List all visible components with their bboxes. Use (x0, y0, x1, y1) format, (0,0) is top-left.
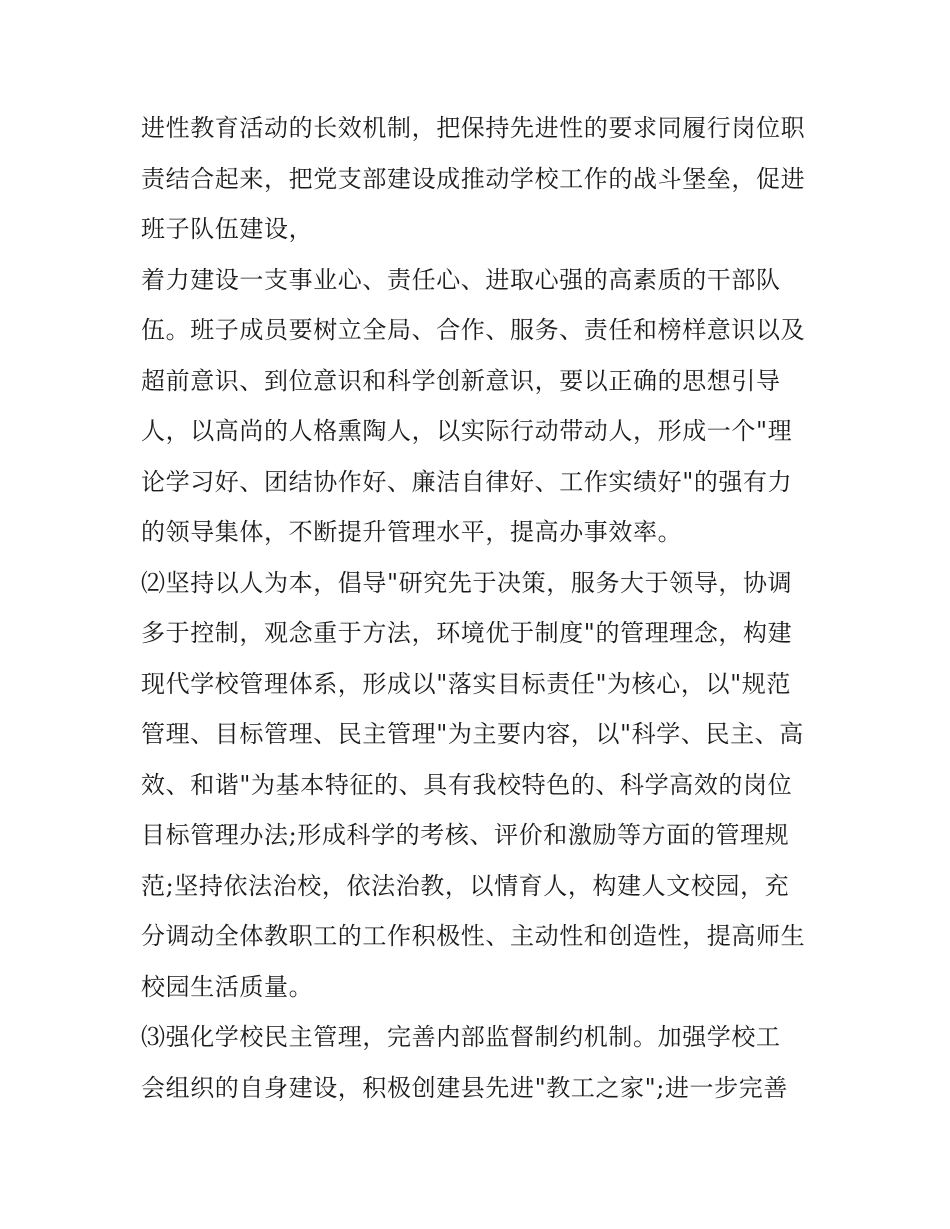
text-line: 人，以高尚的人格熏陶人，以实际行动带动人，形成一个"理 (141, 417, 793, 445)
text-line: 分调动全体教职工的工作积极性、主动性和创造性，提高师生 (141, 922, 806, 950)
text-line: 的领导集体，不断提升管理水平，提高办事效率。 (141, 518, 683, 546)
text-line: 现代学校管理体系，形成以"落实目标责任"为核心，以"规范 (141, 669, 791, 698)
text-line: 目标管理办法;形成科学的考核、评价和激励等方面的管理规 (141, 821, 790, 849)
text-line: 班子队伍建设， (141, 215, 314, 243)
text-line: 论学习好、团结协作好、廉洁自律好、工作实绩好"的强有力 (141, 467, 793, 496)
text-line: 管理、目标管理、民主管理"为主要内容，以"科学、民主、高 (141, 720, 804, 748)
text-line: 着力建设一支事业心、责任心、进取心强的高素质的干部队 (141, 265, 781, 294)
text-line: 伍。班子成员要树立全局、合作、服务、责任和榜样意识以及 (141, 316, 806, 344)
text-line: 多于控制，观念重于方法，环境优于制度"的管理理念，构建 (141, 619, 793, 647)
text-line: 范;坚持依法治校，依法治教，以情育人，构建人文校园，充 (141, 871, 790, 900)
text-line: 进性教育活动的长效机制，把保持先进性的要求同履行岗位职 (141, 114, 806, 142)
text-line: ⑶强化学校民主管理，完善内部监督制约机制。加强学校工 (141, 1023, 781, 1051)
document-body (141, 103, 821, 1113)
text-line: 会组织的自身建设，积极创建县先进"教工之家";进一步完善 (141, 1073, 788, 1102)
text-line: 超前意识、到位意识和科学创新意识，要以正确的思想引导 (141, 366, 781, 395)
text-line: ⑵坚持以人为本，倡导"研究先于决策，服务大于领导，协调 (141, 568, 793, 597)
text-line: 责结合起来，把党支部建设成推动学校工作的战斗堡垒，促进 (141, 164, 806, 193)
text-line: 校园生活质量。 (141, 972, 314, 1001)
text-line: 效、和谐"为基本特征的、具有我校特色的、科学高效的岗位 (141, 770, 793, 799)
